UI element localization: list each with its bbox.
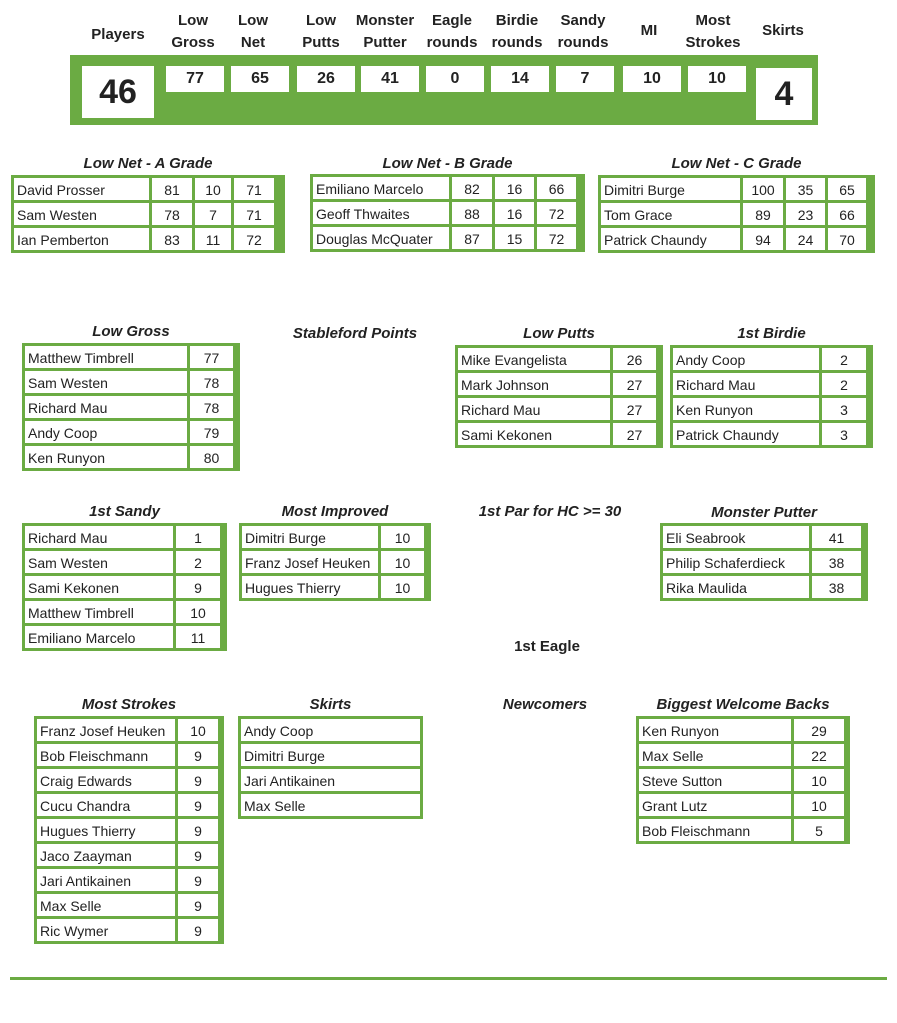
- score-value: 11: [176, 626, 220, 648]
- score-value: 72: [537, 202, 576, 224]
- score-value: 9: [178, 819, 218, 841]
- player-name: Steve Sutton: [639, 769, 791, 791]
- table-row: [25, 371, 237, 393]
- score-value: 80: [190, 446, 233, 468]
- table-row: [25, 526, 224, 548]
- table-row: [242, 526, 428, 548]
- score-value: 2: [822, 373, 866, 395]
- player-name: Grant Lutz: [639, 794, 791, 816]
- player-name: Craig Edwards: [37, 769, 175, 791]
- summary-header-skirts: Skirts: [762, 22, 804, 39]
- player-name: Ken Runyon: [639, 719, 791, 741]
- summary-value-low-net: 65: [231, 66, 289, 92]
- score-value: 16: [495, 202, 534, 224]
- table-row: [241, 794, 420, 816]
- score-value: 1: [176, 526, 220, 548]
- low-net-c-grade-title: Low Net - C Grade: [671, 155, 802, 172]
- score-value: 77: [190, 346, 233, 368]
- player-name: Jari Antikainen: [37, 869, 175, 891]
- player-name: Dimitri Burge: [601, 178, 740, 200]
- most-improved-title: Most Improved: [281, 503, 389, 520]
- summary-header-most-strokes: Most Strokes: [685, 12, 741, 51]
- table-row: [37, 819, 221, 841]
- table-row: [25, 601, 224, 623]
- player-name: Andy Coop: [241, 719, 420, 741]
- table-row: [14, 228, 282, 250]
- player-name: Jari Antikainen: [241, 769, 420, 791]
- player-name: Mark Johnson: [458, 373, 610, 395]
- table-row: [37, 869, 221, 891]
- score-value: 71: [234, 203, 274, 225]
- score-value: 9: [178, 769, 218, 791]
- table-row: [673, 373, 870, 395]
- score-value: 10: [176, 601, 220, 623]
- table-row: [639, 769, 847, 791]
- player-name: Ken Runyon: [25, 446, 187, 468]
- score-value: 87: [452, 227, 492, 249]
- score-value: 78: [152, 203, 192, 225]
- summary-value-eagle-rounds: 0: [426, 66, 484, 92]
- summary-header-birdie-rounds: Birdie rounds: [491, 12, 543, 51]
- first-par-hc-title: 1st Par for HC >= 30: [478, 503, 622, 520]
- skirts-title: Skirts: [309, 696, 352, 713]
- summary-header-low-net: Low Net: [238, 12, 268, 51]
- table-row: [37, 769, 221, 791]
- table-row: [313, 202, 582, 224]
- table-row: [241, 744, 420, 766]
- skirts-table: [238, 716, 423, 819]
- table-row: [601, 178, 872, 200]
- low-net-b-grade-table: [310, 174, 585, 252]
- first-sandy-title: 1st Sandy: [89, 503, 160, 520]
- summary-value-sandy-rounds: 7: [556, 66, 614, 92]
- player-name: Patrick Chaundy: [673, 423, 819, 445]
- score-value: 100: [743, 178, 783, 200]
- player-name: Franz Josef Heuken: [242, 551, 378, 573]
- player-name: Sam Westen: [14, 203, 149, 225]
- score-value: 3: [822, 398, 866, 420]
- table-row: [37, 919, 221, 941]
- table-row: [37, 844, 221, 866]
- table-row: [663, 576, 865, 598]
- score-value: 78: [190, 371, 233, 393]
- score-value: 9: [178, 869, 218, 891]
- player-name: David Prosser: [14, 178, 149, 200]
- low-putts-table: [455, 345, 663, 448]
- player-name: Bob Fleischmann: [37, 744, 175, 766]
- player-name: Andy Coop: [673, 348, 819, 370]
- summary-header-eagle-rounds: Eagle rounds: [426, 12, 478, 51]
- score-value: 24: [786, 228, 825, 250]
- biggest-welcome-backs-table: [636, 716, 850, 844]
- player-name: Philip Schaferdieck: [663, 551, 809, 573]
- bottom-rule: [10, 977, 887, 980]
- player-name: Sami Kekonen: [25, 576, 173, 598]
- player-name: Dimitri Burge: [241, 744, 420, 766]
- score-value: 2: [176, 551, 220, 573]
- player-name: Sam Westen: [25, 371, 187, 393]
- table-row: [663, 526, 865, 548]
- table-row: [25, 446, 237, 468]
- player-name: Matthew Timbrell: [25, 346, 187, 368]
- score-value: 10: [178, 719, 218, 741]
- player-name: Tom Grace: [601, 203, 740, 225]
- score-value: 11: [195, 228, 231, 250]
- table-row: [313, 227, 582, 249]
- table-row: [14, 178, 282, 200]
- score-value: 9: [178, 919, 218, 941]
- player-name: Richard Mau: [25, 396, 187, 418]
- most-strokes-table: [34, 716, 224, 944]
- player-name: Sam Westen: [25, 551, 173, 573]
- player-name: Ric Wymer: [37, 919, 175, 941]
- table-row: [458, 373, 660, 395]
- score-value: 29: [794, 719, 844, 741]
- table-row: [639, 794, 847, 816]
- score-value: 10: [381, 576, 424, 598]
- table-row: [241, 719, 420, 741]
- low-putts-title: Low Putts: [523, 325, 595, 342]
- table-row: [242, 551, 428, 573]
- score-value: 7: [195, 203, 231, 225]
- table-row: [458, 398, 660, 420]
- monster-putter-title: Monster Putter: [711, 504, 817, 521]
- score-value: 41: [812, 526, 861, 548]
- table-row: [37, 744, 221, 766]
- table-row: [242, 576, 428, 598]
- score-value: 35: [786, 178, 825, 200]
- player-name: Matthew Timbrell: [25, 601, 173, 623]
- table-row: [639, 819, 847, 841]
- first-birdie-table: [670, 345, 873, 448]
- player-name: Richard Mau: [25, 526, 173, 548]
- player-name: Max Selle: [37, 894, 175, 916]
- summary-header-players: Players: [91, 26, 145, 43]
- table-row: [25, 551, 224, 573]
- score-value: 27: [613, 423, 656, 445]
- summary-value-low-putts: 26: [297, 66, 355, 92]
- score-value: 27: [613, 373, 656, 395]
- score-value: 27: [613, 398, 656, 420]
- table-row: [639, 719, 847, 741]
- player-name: Jaco Zaayman: [37, 844, 175, 866]
- player-name: Dimitri Burge: [242, 526, 378, 548]
- player-name: Richard Mau: [673, 373, 819, 395]
- table-row: [25, 576, 224, 598]
- player-name: Emiliano Marcelo: [313, 177, 449, 199]
- table-row: [25, 396, 237, 418]
- summary-value-monster-putter: 41: [361, 66, 419, 92]
- player-name: Franz Josef Heuken: [37, 719, 175, 741]
- player-name: Geoff Thwaites: [313, 202, 449, 224]
- most-improved-table: [239, 523, 431, 601]
- low-net-b-grade-title: Low Net - B Grade: [382, 155, 513, 172]
- score-value: 9: [178, 894, 218, 916]
- score-value: 72: [537, 227, 576, 249]
- most-strokes-title: Most Strokes: [81, 696, 177, 713]
- player-name: Mike Evangelista: [458, 348, 610, 370]
- low-net-a-grade-table: [11, 175, 285, 253]
- score-value: 9: [178, 844, 218, 866]
- table-row: [37, 794, 221, 816]
- player-name: Cucu Chandra: [37, 794, 175, 816]
- score-value: 66: [828, 203, 866, 225]
- score-value: 10: [195, 178, 231, 200]
- score-value: 88: [452, 202, 492, 224]
- monster-putter-table: [660, 523, 868, 601]
- table-row: [673, 398, 870, 420]
- player-name: Sami Kekonen: [458, 423, 610, 445]
- score-value: 94: [743, 228, 783, 250]
- player-name: Ian Pemberton: [14, 228, 149, 250]
- player-name: Max Selle: [241, 794, 420, 816]
- first-birdie-title: 1st Birdie: [737, 325, 806, 342]
- newcomers-title: Newcomers: [502, 696, 588, 713]
- score-value: 9: [176, 576, 220, 598]
- score-value: 81: [152, 178, 192, 200]
- score-value: 79: [190, 421, 233, 443]
- stableford-points-title: Stableford Points: [292, 325, 418, 342]
- biggest-welcome-backs-title: Biggest Welcome Backs: [656, 696, 830, 713]
- score-value: 78: [190, 396, 233, 418]
- summary-header-low-putts: Low Putts: [302, 12, 340, 51]
- score-value: 66: [537, 177, 576, 199]
- table-row: [601, 203, 872, 225]
- score-value: 38: [812, 551, 861, 573]
- score-value: 16: [495, 177, 534, 199]
- first-eagle-title: 1st Eagle: [514, 638, 580, 655]
- table-row: [37, 719, 221, 741]
- table-row: [37, 894, 221, 916]
- low-net-a-grade-title: Low Net - A Grade: [83, 155, 213, 172]
- score-value: 38: [812, 576, 861, 598]
- summary-header-monster-putter: Monster Putter: [355, 12, 415, 51]
- player-name: Richard Mau: [458, 398, 610, 420]
- score-value: 82: [452, 177, 492, 199]
- player-name: Hugues Thierry: [242, 576, 378, 598]
- summary-value-low-gross: 77: [166, 66, 224, 92]
- summary-bar: [70, 55, 818, 125]
- table-row: [601, 228, 872, 250]
- player-name: Patrick Chaundy: [601, 228, 740, 250]
- score-value: 10: [794, 794, 844, 816]
- table-row: [25, 421, 237, 443]
- score-value: 9: [178, 744, 218, 766]
- score-value: 22: [794, 744, 844, 766]
- score-value: 5: [794, 819, 844, 841]
- player-name: Eli Seabrook: [663, 526, 809, 548]
- score-value: 71: [234, 178, 274, 200]
- score-value: 83: [152, 228, 192, 250]
- table-row: [639, 744, 847, 766]
- score-value: 72: [234, 228, 274, 250]
- player-name: Ken Runyon: [673, 398, 819, 420]
- score-value: 70: [828, 228, 866, 250]
- low-gross-title: Low Gross: [92, 323, 170, 340]
- player-name: Douglas McQuater: [313, 227, 449, 249]
- first-sandy-table: [22, 523, 227, 651]
- summary-value-skirts: 4: [756, 68, 812, 120]
- score-value: 89: [743, 203, 783, 225]
- table-row: [14, 203, 282, 225]
- player-name: Hugues Thierry: [37, 819, 175, 841]
- player-name: Andy Coop: [25, 421, 187, 443]
- summary-header-sandy-rounds: Sandy rounds: [557, 12, 609, 51]
- score-value: 26: [613, 348, 656, 370]
- score-value: 3: [822, 423, 866, 445]
- table-row: [241, 769, 420, 791]
- summary-value-most-strokes: 10: [688, 66, 746, 92]
- player-name: Max Selle: [639, 744, 791, 766]
- summary-value-mi: 10: [623, 66, 681, 92]
- player-name: Rika Maulida: [663, 576, 809, 598]
- low-net-c-grade-table: [598, 175, 875, 253]
- table-row: [25, 346, 237, 368]
- table-row: [25, 626, 224, 648]
- table-row: [673, 348, 870, 370]
- player-name: Bob Fleischmann: [639, 819, 791, 841]
- score-value: 10: [381, 526, 424, 548]
- score-value: 15: [495, 227, 534, 249]
- score-value: 10: [794, 769, 844, 791]
- summary-value-players: 46: [82, 66, 154, 118]
- summary-header-low-gross: Low Gross: [171, 12, 215, 51]
- score-value: 9: [178, 794, 218, 816]
- table-row: [458, 423, 660, 445]
- table-row: [663, 551, 865, 573]
- score-value: 65: [828, 178, 866, 200]
- table-row: [458, 348, 660, 370]
- summary-value-birdie-rounds: 14: [491, 66, 549, 92]
- player-name: Emiliano Marcelo: [25, 626, 173, 648]
- score-value: 10: [381, 551, 424, 573]
- score-value: 23: [786, 203, 825, 225]
- summary-header-mi: MI: [640, 22, 658, 39]
- table-row: [673, 423, 870, 445]
- score-value: 2: [822, 348, 866, 370]
- table-row: [313, 177, 582, 199]
- low-gross-table: [22, 343, 240, 471]
